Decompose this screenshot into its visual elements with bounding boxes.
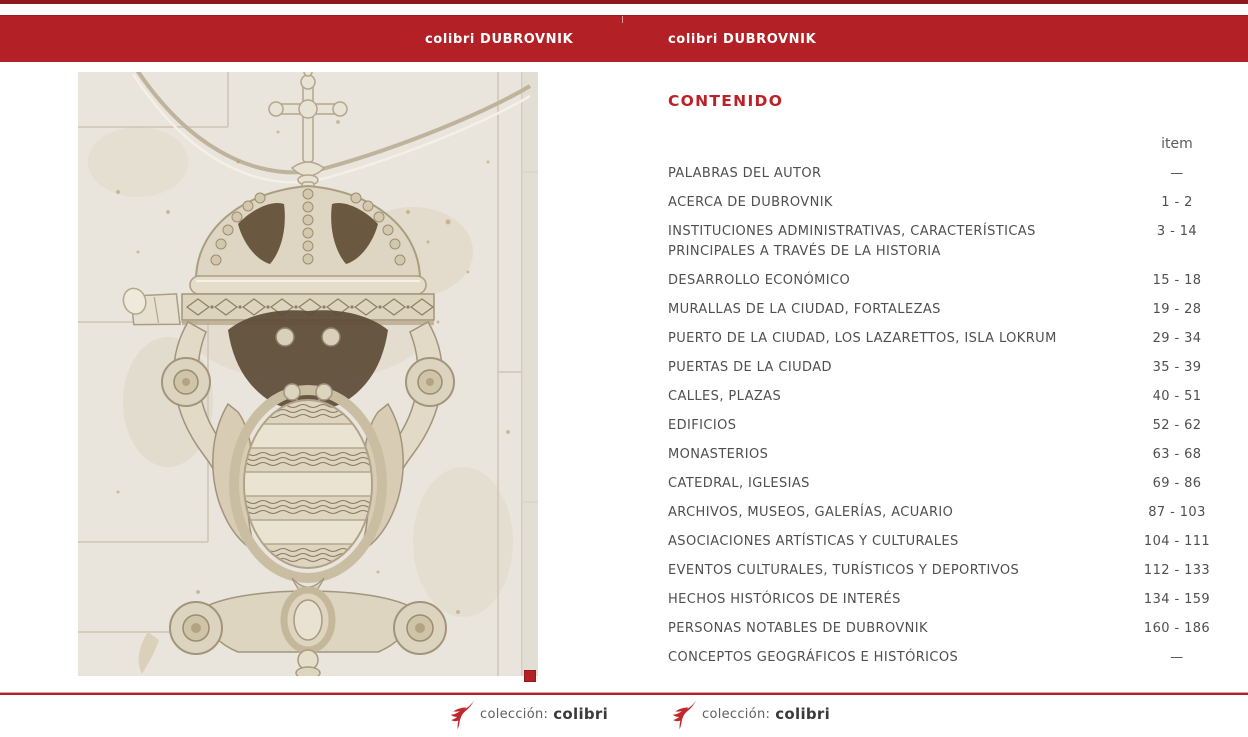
toc-entry-pages: 87 - 103 bbox=[1148, 505, 1206, 520]
toc-entry-title: PUERTAS DE LA CIUDAD bbox=[668, 360, 832, 375]
toc-entry-title: MONASTERIOS bbox=[668, 447, 769, 462]
toc-row bbox=[668, 416, 1222, 436]
page-gutter-divider bbox=[622, 16, 623, 23]
toc-entry-title: ASOCIACIONES ARTÍSTICAS Y CULTURALES bbox=[668, 534, 959, 549]
header-bar bbox=[0, 15, 1248, 62]
running-title-right: colibri DUBROVNIK bbox=[668, 32, 817, 47]
toc-row bbox=[668, 164, 1222, 184]
toc-row bbox=[668, 222, 1222, 262]
toc-entry-pages: — bbox=[1170, 166, 1184, 181]
page-title: CONTENIDO bbox=[668, 92, 784, 110]
item-column-header: item bbox=[1161, 136, 1193, 152]
toc-entry-title: PUERTO DE LA CIUDAD, LOS LAZARETTOS, ISLA LOKRUM bbox=[668, 331, 1057, 346]
footer-brand-left bbox=[450, 698, 608, 730]
footer-rule bbox=[0, 692, 1248, 695]
toc-entry-title: HECHOS HISTÓRICOS DE INTERÉS bbox=[668, 592, 901, 607]
toc-entry-pages: 63 - 68 bbox=[1152, 447, 1202, 462]
toc-row bbox=[668, 193, 1222, 213]
toc-row bbox=[668, 271, 1222, 291]
toc-entry-title: EVENTOS CULTURALES, TURÍSTICOS Y DEPORTIVOS bbox=[668, 563, 1020, 578]
footer-brand-name: colibri bbox=[775, 705, 831, 723]
toc-entry-pages: 40 - 51 bbox=[1152, 389, 1202, 404]
toc-entry-pages: 69 - 86 bbox=[1152, 476, 1202, 491]
toc-row bbox=[668, 329, 1222, 349]
hummingbird-icon bbox=[672, 699, 697, 730]
toc-entry-title: MURALLAS DE LA CIUDAD, FORTALEZAS bbox=[668, 302, 941, 317]
footer-label: colección: bbox=[702, 706, 771, 722]
toc-row bbox=[668, 503, 1222, 523]
toc-row bbox=[668, 387, 1222, 407]
toc-row bbox=[668, 561, 1222, 581]
top-edge-strip bbox=[0, 0, 1248, 4]
toc-row bbox=[668, 445, 1222, 465]
stone-relief-illustration bbox=[78, 72, 538, 676]
toc-row bbox=[668, 358, 1222, 378]
toc-entry-pages: 160 - 186 bbox=[1143, 621, 1211, 636]
toc-entry-title: DESARROLLO ECONÓMICO bbox=[668, 273, 851, 288]
toc-entry-title: PALABRAS DEL AUTOR bbox=[668, 166, 822, 181]
hummingbird-icon bbox=[450, 699, 475, 730]
toc-entry-pages: 19 - 28 bbox=[1152, 302, 1202, 317]
toc-entry-title: CATEDRAL, IGLESIAS bbox=[668, 476, 810, 491]
red-square-marker bbox=[524, 670, 536, 682]
toc-entry-title: CONCEPTOS GEOGRÁFICOS E HISTÓRICOS bbox=[668, 650, 959, 665]
table-of-contents bbox=[668, 92, 1222, 677]
toc-entry-title: CALLES, PLAZAS bbox=[668, 389, 782, 404]
toc-row bbox=[668, 474, 1222, 494]
toc-row bbox=[668, 300, 1222, 320]
toc-entry-title: PERSONAS NOTABLES DE DUBROVNIK bbox=[668, 621, 928, 636]
footer-brand-right bbox=[672, 698, 830, 730]
toc-entry-pages: 52 - 62 bbox=[1152, 418, 1202, 433]
toc-entry-pages: 35 - 39 bbox=[1152, 360, 1202, 375]
toc-row bbox=[668, 532, 1222, 552]
toc-entry-pages: 134 - 159 bbox=[1143, 592, 1211, 607]
toc-entry-pages: — bbox=[1170, 650, 1184, 665]
toc-entry-pages: 3 - 14 bbox=[1156, 224, 1198, 239]
stone-relief-photo bbox=[78, 72, 538, 676]
toc-entry-title: INSTITUCIONES ADMINISTRATIVAS, CARACTERÍSTICAS PRINCIPALES A TRAVÉS DE LA HISTORIA bbox=[668, 224, 1036, 259]
toc-row bbox=[668, 619, 1222, 639]
footer-brand-name: colibri bbox=[553, 705, 609, 723]
toc-entry-title: EDIFICIOS bbox=[668, 418, 737, 433]
running-title-left: colibri DUBROVNIK bbox=[425, 32, 574, 47]
toc-entry-pages: 1 - 2 bbox=[1161, 195, 1193, 210]
toc-entry-title: ARCHIVOS, MUSEOS, GALERÍAS, ACUARIO bbox=[668, 505, 954, 520]
toc-entry-title: ACERCA DE DUBROVNIK bbox=[668, 195, 833, 210]
toc-entry-pages: 29 - 34 bbox=[1152, 331, 1202, 346]
toc-entry-pages: 15 - 18 bbox=[1152, 273, 1202, 288]
footer-label: colección: bbox=[480, 706, 549, 722]
toc-row bbox=[668, 648, 1222, 668]
toc-row bbox=[668, 590, 1222, 610]
toc-entry-pages: 112 - 133 bbox=[1143, 563, 1211, 578]
toc-entry-pages: 104 - 111 bbox=[1143, 534, 1211, 549]
